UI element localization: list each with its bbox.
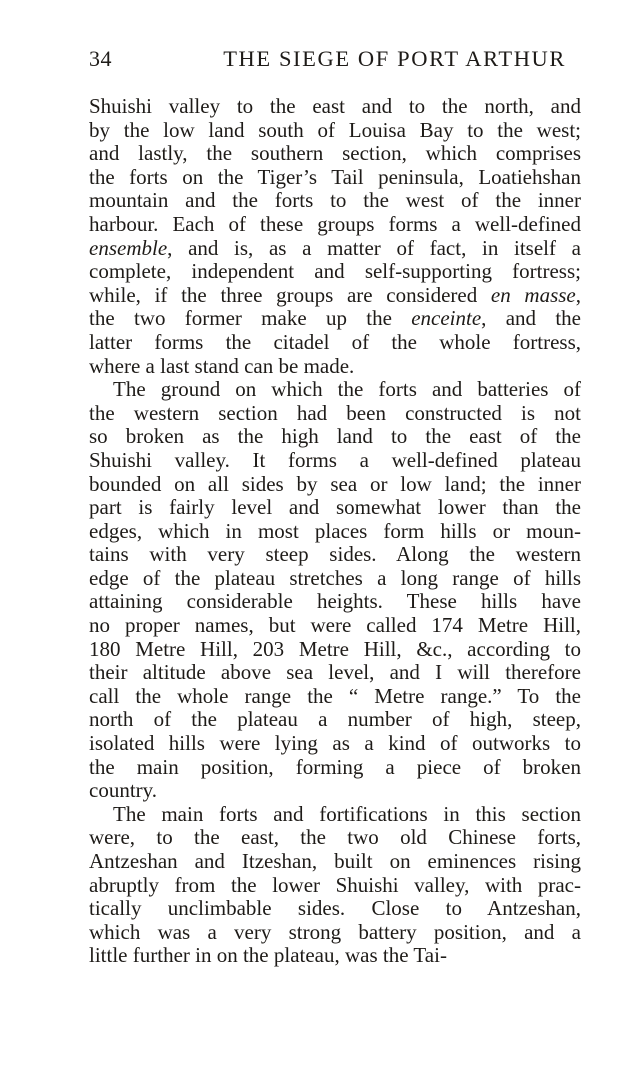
text-line [89, 826, 581, 850]
text-run: tains with very steep sides. Along the western [89, 542, 581, 567]
text-run: the main position, forming a piece of broken [89, 754, 581, 779]
text-run: , and the [481, 306, 581, 331]
text-run: latter forms the citadel of the whole fortress, [89, 329, 581, 354]
text-line [89, 95, 581, 119]
text-line [89, 307, 581, 331]
text-run: edge of the plateau stretches a long range of hills [89, 565, 581, 590]
italic-phrase: enceinte [411, 306, 482, 331]
text-run: The ground on which the forts and batteries of [113, 377, 581, 402]
running-title: THE SIEGE OF PORT ARTHUR [223, 46, 566, 71]
text-line [89, 944, 581, 968]
text-run: The main forts and fortifications in this section [113, 801, 581, 826]
text-run: no proper names, but were called 174 Metre Hill, [89, 613, 581, 638]
text-run: isolated hills were lying as a kind of outworks to [89, 731, 581, 756]
text-run: the western section had been constructed is not [89, 400, 581, 425]
text-line [89, 779, 581, 803]
text-run: edges, which in most places form hills or moun- [89, 518, 581, 543]
text-line [89, 378, 581, 402]
text-run: the forts on the Tiger’s Tail peninsula, Loatiehshan [89, 164, 581, 189]
italic-phrase: ensemble [89, 235, 168, 260]
text-line [89, 850, 581, 874]
text-line [89, 590, 581, 614]
text-run: tically unclimbable sides. Close to Antzeshan, [89, 896, 581, 921]
text-line [89, 213, 581, 237]
text-run: , [575, 282, 581, 307]
text-run: little further in on the plateau, was the Tai- [89, 943, 447, 968]
page-number: 34 [89, 46, 112, 71]
text-line [89, 614, 581, 638]
text-line [89, 921, 581, 945]
text-run: part is fairly level and somewhat lower than the [89, 495, 581, 520]
text-run: which was a very strong battery position, and a [89, 919, 581, 944]
text-run: by the low land south of Louisa Bay to the west; [89, 117, 581, 142]
text-line [89, 543, 581, 567]
text-line [89, 425, 581, 449]
text-run: , and is, as a matter of fact, in itself a [167, 235, 581, 260]
text-run: bounded on all sides by sea or low land; the inner [89, 471, 581, 496]
text-line [89, 756, 581, 780]
text-line [89, 355, 581, 379]
text-run: abruptly from the lower Shuishi valley, with prac- [89, 872, 581, 897]
text-run: north of the plateau a number of high, steep, [89, 707, 581, 732]
text-run: the two former make up the [89, 306, 412, 331]
text-line [89, 897, 581, 921]
text-line [89, 402, 581, 426]
text-line [89, 803, 581, 827]
text-run: country. [89, 778, 158, 803]
text-line [89, 473, 581, 497]
text-run: so broken as the high land to the east of the [89, 424, 581, 449]
text-line [89, 166, 581, 190]
body-text [89, 95, 581, 968]
text-run: their altitude above sea level, and I will therefore [89, 660, 581, 685]
text-run: where a last stand can be made. [89, 353, 355, 378]
text-line [89, 119, 581, 143]
text-run: call the whole range the “ Metre range.” To the [89, 683, 581, 708]
text-line [89, 638, 581, 662]
text-run: were, to the east, the two old Chinese forts, [89, 825, 581, 850]
text-run: harbour. Each of these groups forms a well-defined [89, 211, 581, 236]
text-line [89, 449, 581, 473]
paragraph-3 [89, 803, 581, 968]
text-line [89, 661, 581, 685]
text-run: mountain and the forts to the west of the inner [89, 188, 581, 213]
italic-phrase: en masse [490, 282, 576, 307]
text-run: Shuishi valley to the east and to the north, and [89, 94, 581, 118]
paragraph-1 [89, 95, 581, 378]
text-line [89, 520, 581, 544]
text-line [89, 142, 581, 166]
paragraph-2 [89, 378, 581, 803]
text-run: complete, independent and self-supporting fortress; [89, 259, 581, 284]
text-run: while, if the three groups are considered [89, 282, 491, 307]
text-run: Antzeshan and Itzeshan, built on eminences rising [89, 849, 581, 873]
text-line [89, 496, 581, 520]
text-run: attaining considerable heights. These hills have [89, 589, 581, 614]
text-line [89, 237, 581, 261]
text-line [89, 189, 581, 213]
text-line [89, 732, 581, 756]
text-run: 180 Metre Hill, 203 Metre Hill, &c., according to [89, 636, 581, 661]
text-line [89, 708, 581, 732]
text-run: Shuishi valley. It forms a well-defined plateau [89, 447, 581, 472]
text-line [89, 567, 581, 591]
text-line [89, 331, 581, 355]
page-header [89, 44, 566, 80]
text-run: and lastly, the southern section, which comprises [89, 141, 581, 166]
text-line [89, 260, 581, 284]
text-line [89, 685, 581, 709]
text-line [89, 874, 581, 898]
text-line [89, 284, 581, 308]
